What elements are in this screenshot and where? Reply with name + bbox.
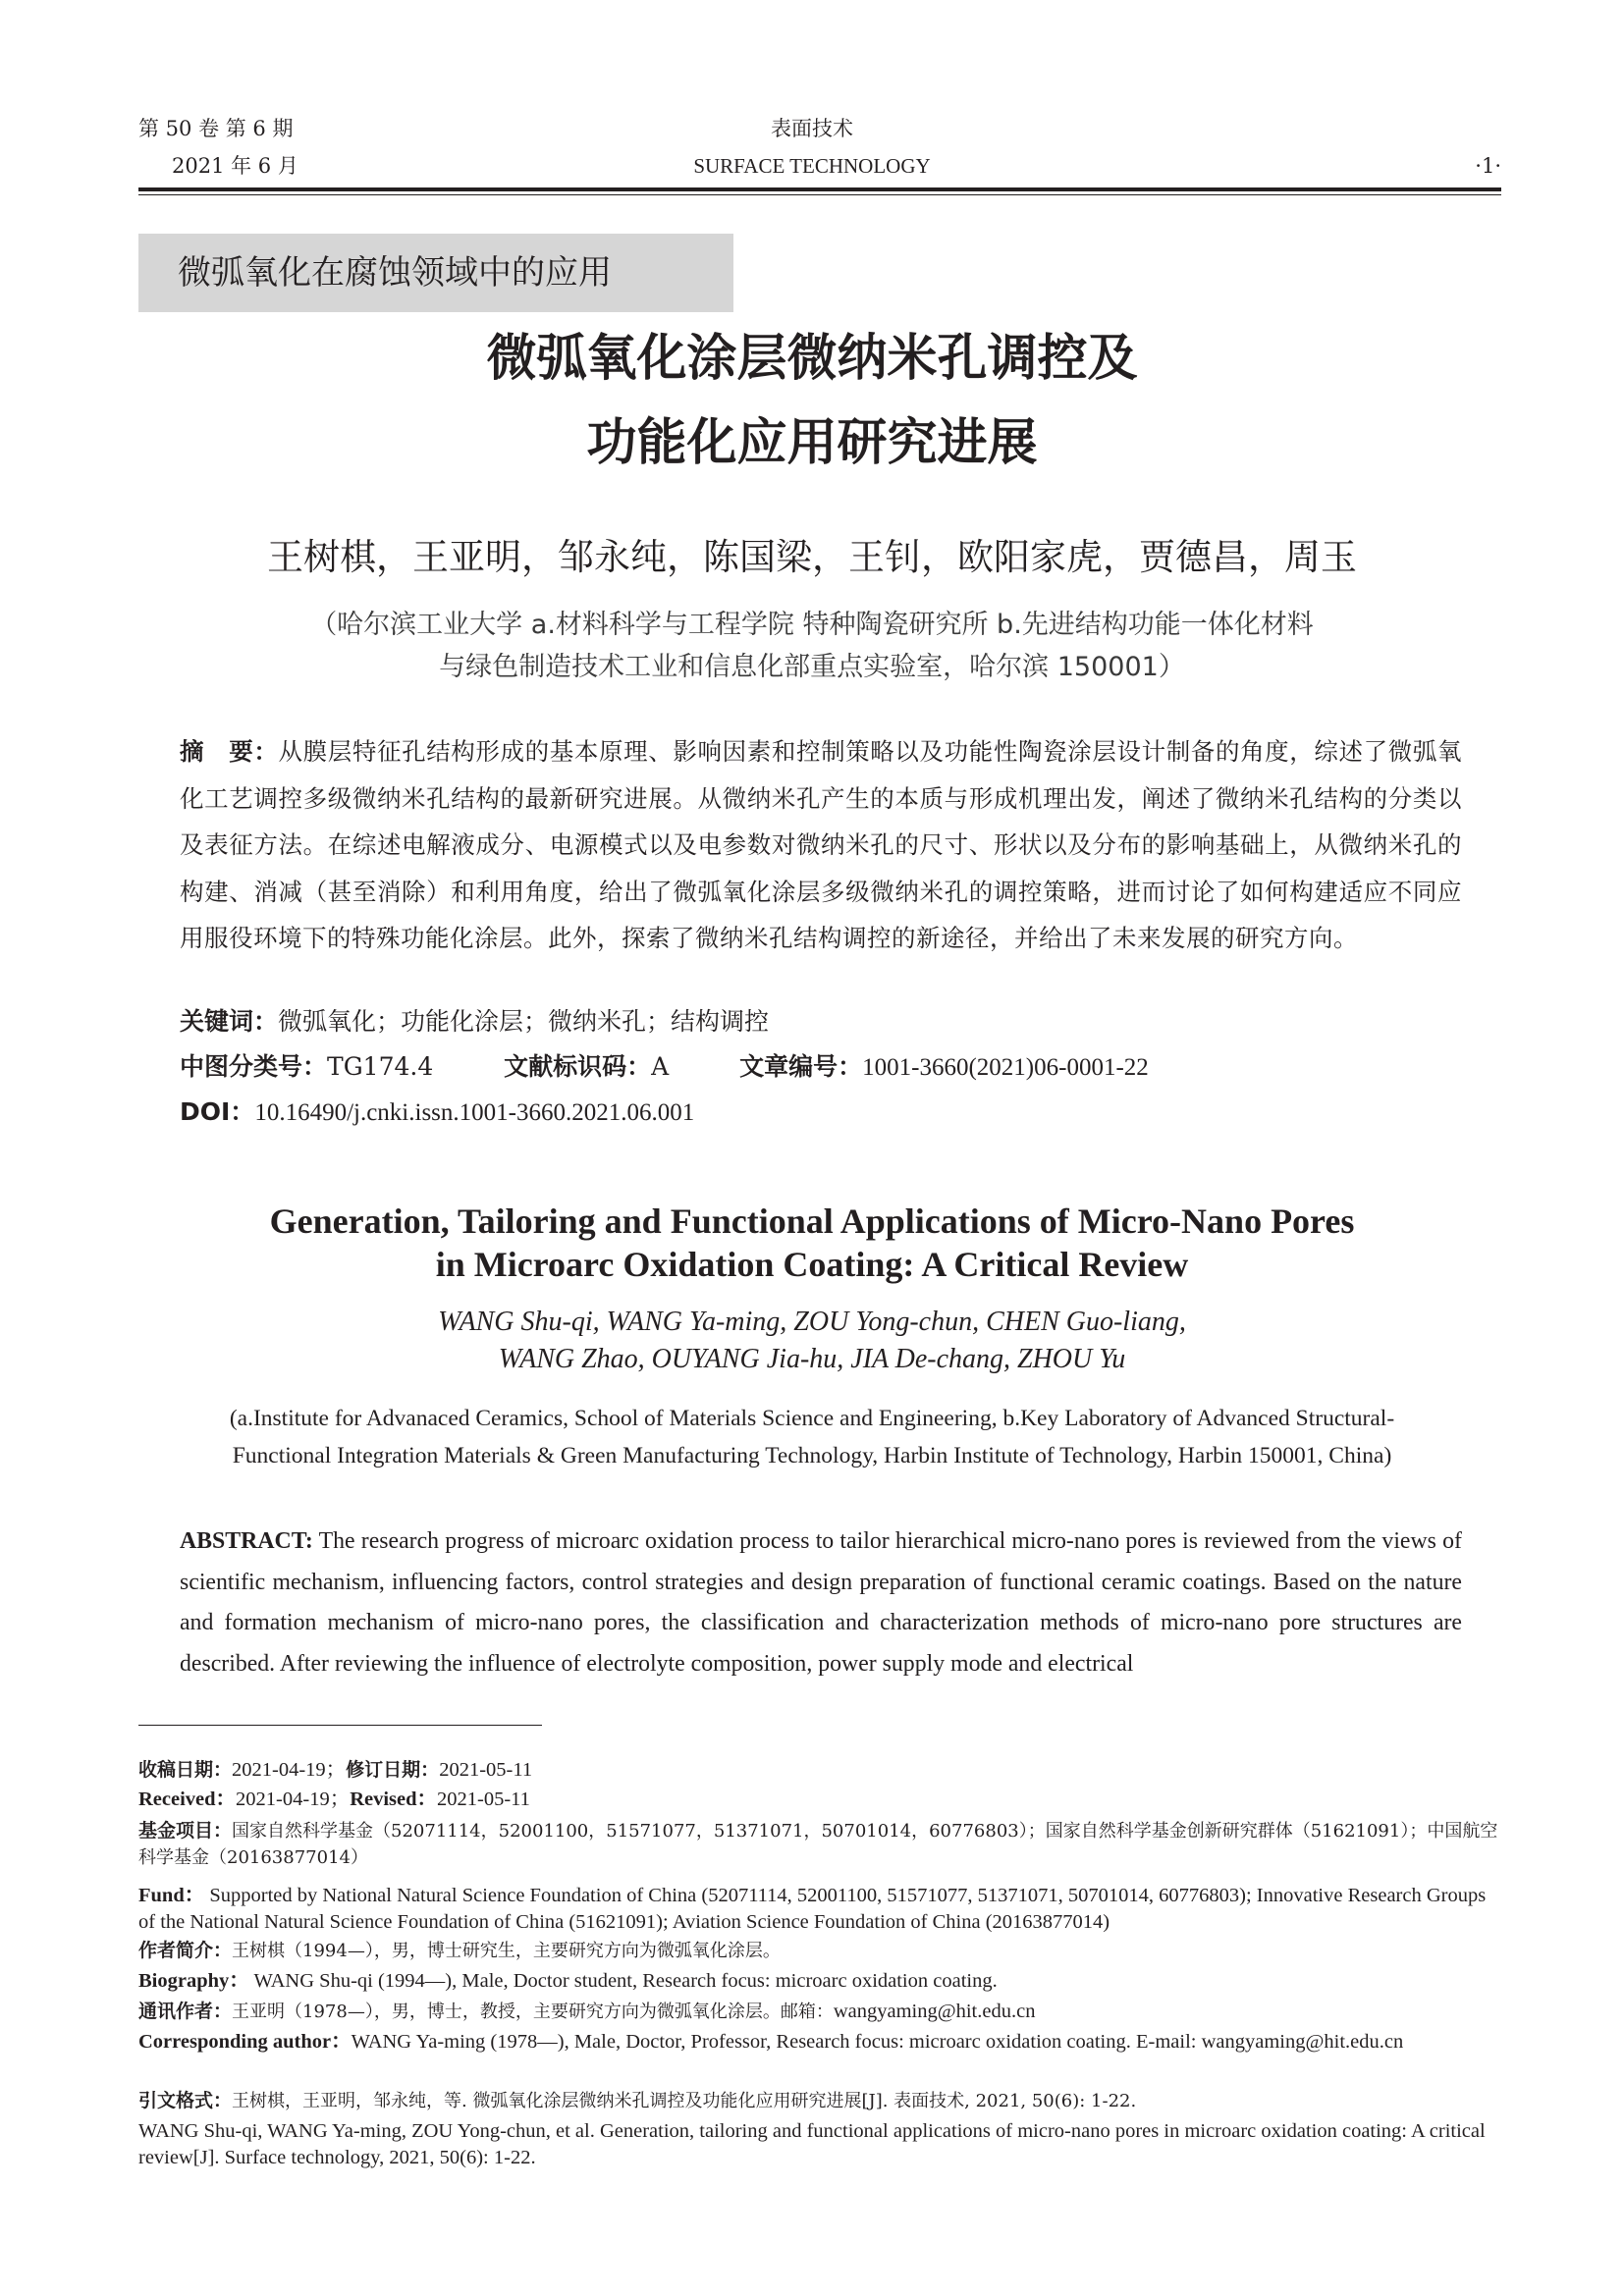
- received-en: [138, 1787, 1501, 1813]
- doi: [180, 1095, 694, 1130]
- affiliation-cn-line1: （哈尔滨工业大学 a.材料科学与工程学院 特种陶瓷研究所 b.先进结构功能一体化材料: [310, 610, 1314, 640]
- header-journal-cn: 表面技术: [771, 117, 853, 140]
- revised-en-label: Revised：: [350, 1789, 438, 1810]
- doc-code-label: 文献标识码：: [504, 1052, 652, 1081]
- doi-label: DOI：: [180, 1097, 255, 1126]
- header-rule-thin: [138, 194, 1501, 195]
- header-page-number: ·1·: [1475, 154, 1501, 178]
- affiliation-cn-line2: 与绿色制造技术工业和信息化部重点实验室，哈尔滨 150001）: [439, 652, 1185, 682]
- title-en-line1: Generation, Tailoring and Functional Applications of Micro-Nano Pores: [269, 1201, 1355, 1241]
- affiliation-en-line2: Functional Integration Materials & Green Manufacturing Technology, Harbin Institute of Technology, Harbin 150001, China): [232, 1443, 1392, 1468]
- corresponding-cn: [138, 1999, 1501, 2025]
- received-cn: [138, 1757, 1501, 1784]
- corresponding-cn-email: wangyaming@hit.edu.cn: [833, 2001, 1036, 2022]
- corresponding-cn-text: 王亚明（1978—），男，博士，教授，主要研究方向为微弧氧化涂层。邮箱：: [232, 2002, 834, 2022]
- biography-en: [138, 1968, 1501, 1995]
- corresponding-en: [138, 2029, 1501, 2056]
- received-cn-label: 收稿日期：: [138, 1759, 233, 1781]
- doc-code-value: A: [651, 1052, 670, 1081]
- fund-cn-label: 基金项目：: [138, 1820, 233, 1842]
- biography-en-label: Biography：: [138, 1970, 249, 1992]
- keywords-label: 关键词：: [180, 1007, 279, 1036]
- affiliation-en-line1: (a.Institute for Advanaced Ceramics, School of Materials Science and Engineering, b.Key Laboratory of Advanced Structural-: [229, 1406, 1395, 1431]
- biography-cn-text: 王树棋（1994—），男，博士研究生，主要研究方向为微弧氧化涂层。: [232, 1941, 781, 1961]
- biography-cn: [138, 1938, 1501, 1964]
- abstract-cn-text: 从膜层特征孔结构形成的基本原理、影响因素和控制策略以及功能性陶瓷涂层设计制备的角度，综述了微弧氧化工艺调控多级微纳米孔结构的最新研究进展。从微纳米孔产生的本质与形成机理出发，阐述了微纳米孔结构的分类以及表征方法。在综述电解液成分、电源模式以及电参数对微纳米孔的尺寸、形状以及分布的影响基础上，从微纳米孔的构建、消减（甚至消除）和利用角度，给出了微弧氧化涂层多级微纳米孔的调控策略，进而讨论了如何构建适应不同应用服役环境下的特殊功能化涂层。此外，探索了微纳米孔结构调控的新途径，并给出了未来发展的研究方向。: [180, 737, 1463, 952]
- keywords-text: 微弧氧化；功能化涂层；微纳米孔；结构调控: [278, 1007, 770, 1036]
- corresponding-cn-label: 通讯作者：: [138, 2001, 233, 2022]
- title-cn-line1: 微弧氧化涂层微纳米孔调控及: [486, 330, 1138, 388]
- header-volume-issue: 第 50 卷 第 6 期: [138, 117, 294, 140]
- fund-cn: [138, 1818, 1501, 1871]
- abstract-en: [180, 1522, 1462, 1684]
- header-journal-en: SURFACE TECHNOLOGY: [693, 154, 931, 178]
- title-en-line2: in Microarc Oxidation Coating: A Critical Review: [435, 1245, 1189, 1284]
- keywords: [180, 1005, 769, 1039]
- abstract-en-text: The research progress of microarc oxidation process to tailor hierarchical micro-nano pores is reviewed from the views of scientific mechanism, influencing factors, control strategies and design preparation of functional ceramic coatings. Based on the nature and formation mechanism of micro-nano pores, the classification and characterization methods of micro-nano pore structures are described. After reviewing the influence of electrolyte composition, power supply mode and electrical: [180, 1528, 1462, 1677]
- revised-cn-label: 修订日期：: [346, 1759, 440, 1781]
- abstract-cn-label: 摘 要：: [180, 737, 279, 766]
- received-cn-value: 2021-04-19；: [232, 1759, 347, 1781]
- corresponding-en-label: Corresponding author：: [138, 2031, 352, 2053]
- citation-cn-text: 王树棋，王亚明，邹永纯，等. 微弧氧化涂层微纳米孔调控及功能化应用研究进展[J]. 表面技术, 2021, 50(6): 1-22.: [232, 2091, 1137, 2111]
- fund-en-text: Supported by National Natural Science Foundation of China (52071114, 52001100, 51571077, 51371071, 50701014, 60776803); Innovative Research Groups of the National Natural Science Foundation of China (51621091); Aviation Science Foundation of China (20163877014): [138, 1885, 1487, 1933]
- corresponding-en-text: WANG Ya-ming (1978—), Male, Doctor, Professor, Research focus: microarc oxidation coating. E-mail: wangyaming@hit.edu.cn: [351, 2031, 1404, 2053]
- authors-en-line1: WANG Shu-qi, WANG Ya-ming, ZOU Yong-chun, CHEN Guo-liang,: [438, 1307, 1186, 1337]
- received-en-value: 2021-04-19；: [236, 1789, 351, 1810]
- biography-en-text: WANG Shu-qi (1994—), Male, Doctor student, Research focus: microarc oxidation coating.: [253, 1970, 998, 1992]
- biography-cn-label: 作者简介：: [138, 1940, 233, 1961]
- authors-cn: 王树棋，王亚明，邹永纯，陈国梁，王钊，欧阳家虎，贾德昌，周玉: [267, 536, 1357, 578]
- revised-cn-value: 2021-05-11: [439, 1759, 533, 1781]
- clc-value: TG174.4: [327, 1052, 434, 1081]
- fund-cn-text: 国家自然科学基金（52071114，52001100，51571077，51371071，50701014，60776803）；国家自然科学基金创新研究群体（51621091）；中国航空科学基金（20163877014）: [138, 1821, 1498, 1868]
- citation-cn-label: 引文格式：: [138, 2090, 233, 2111]
- column-tag: 微弧氧化在腐蚀领域中的应用: [138, 234, 733, 312]
- fund-en: [138, 1883, 1501, 1936]
- classification: [180, 1050, 1149, 1085]
- header-date: 2021 年 6 月: [172, 154, 298, 178]
- abstract-en-label: ABSTRACT:: [180, 1528, 313, 1554]
- clc-label: 中图分类号：: [180, 1052, 328, 1081]
- article-no-value: 1001-3660(2021)06-0001-22: [862, 1054, 1149, 1081]
- citation-en: WANG Shu-qi, WANG Ya-ming, ZOU Yong-chun, et al. Generation, tailoring and functional applications of micro-nano pores in microarc oxidation coating: A critical review[J]. Surface technology, 2021, 50(6): 1-22.: [138, 2120, 1486, 2168]
- citation-cn: [138, 2088, 1501, 2114]
- authors-en-line2: WANG Zhao, OUYANG Jia-hu, JIA De-chang, ZHOU Yu: [498, 1344, 1126, 1374]
- article-no-label: 文章编号：: [739, 1052, 863, 1081]
- received-en-label: Received：: [138, 1789, 237, 1810]
- abstract-cn: [180, 728, 1462, 962]
- title-cn-line2: 功能化应用研究进展: [586, 414, 1038, 472]
- revised-en-value: 2021-05-11: [437, 1789, 530, 1810]
- doi-value: 10.16490/j.cnki.issn.1001-3660.2021.06.001: [254, 1099, 695, 1126]
- footnote-rule: [138, 1725, 542, 1726]
- header-rule-thick: [138, 187, 1501, 191]
- fund-en-label: Fund：: [138, 1885, 205, 1906]
